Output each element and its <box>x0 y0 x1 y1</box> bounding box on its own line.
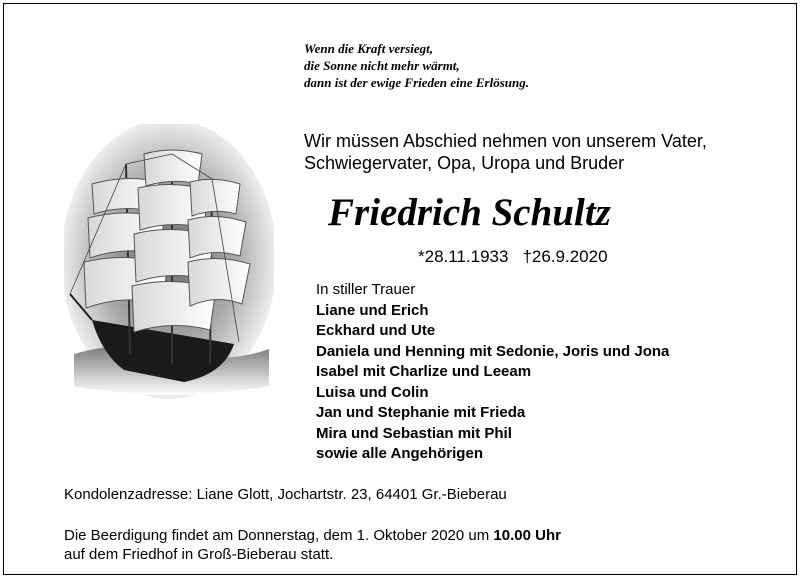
funeral-time: 10.00 Uhr <box>493 527 561 544</box>
poem <box>304 40 529 91</box>
mourner-line: Jan und Stephanie mit Frieda <box>316 404 526 421</box>
mourner-line: Isabel mit Charlize und Leeam <box>316 363 532 380</box>
funeral-line-1 <box>64 526 561 545</box>
mourners-block <box>316 280 669 465</box>
mourners-list <box>316 301 669 465</box>
intro-line: Schwiegervater, Opa, Uropa und Bruder <box>304 153 625 173</box>
mourner-line: Eckhard und Ute <box>316 322 436 339</box>
intro-text <box>304 130 707 174</box>
mourner-line: Mira und Sebastian mit Phil <box>316 424 512 442</box>
mourner-line: Luisa und Colin <box>316 383 429 401</box>
poem-line: Wenn die Kraft versiegt, <box>304 41 434 56</box>
intro-line: Wir müssen Abschied nehmen von unserem Vater, <box>304 131 707 151</box>
mourner-line: sowie alle Angehörigen <box>316 445 483 462</box>
mourning-label: In stiller Trauer <box>316 281 416 298</box>
mourner-line: Liane und Erich <box>316 301 429 319</box>
mourner-line: Daniela und Henning mit Sedonie, Joris und Jona <box>316 342 670 360</box>
funeral-text: Die Beerdigung findet am Donnerstag, dem 1. Oktober 2020 um <box>64 527 494 544</box>
deceased-name: Friedrich Schultz <box>328 191 611 234</box>
life-dates <box>418 247 608 267</box>
condolence-address: Kondolenzadresse: Liane Glott, Jochartstr. 23, 64401 Gr.-Bieberau <box>64 486 507 503</box>
birth-date: *28.11.1933 <box>418 247 509 266</box>
funeral-line-2: auf dem Friedhof in Groß-Bieberau statt. <box>64 546 334 563</box>
funeral-info <box>64 526 561 564</box>
death-date: †26.9.2020 <box>522 247 608 266</box>
obituary-notice <box>3 3 797 575</box>
poem-line: dann ist der ewige Frieden eine Erlösung. <box>304 75 529 90</box>
poem-line: die Sonne nicht mehr wärmt, <box>304 58 460 73</box>
sailing-ship-image <box>64 124 274 399</box>
